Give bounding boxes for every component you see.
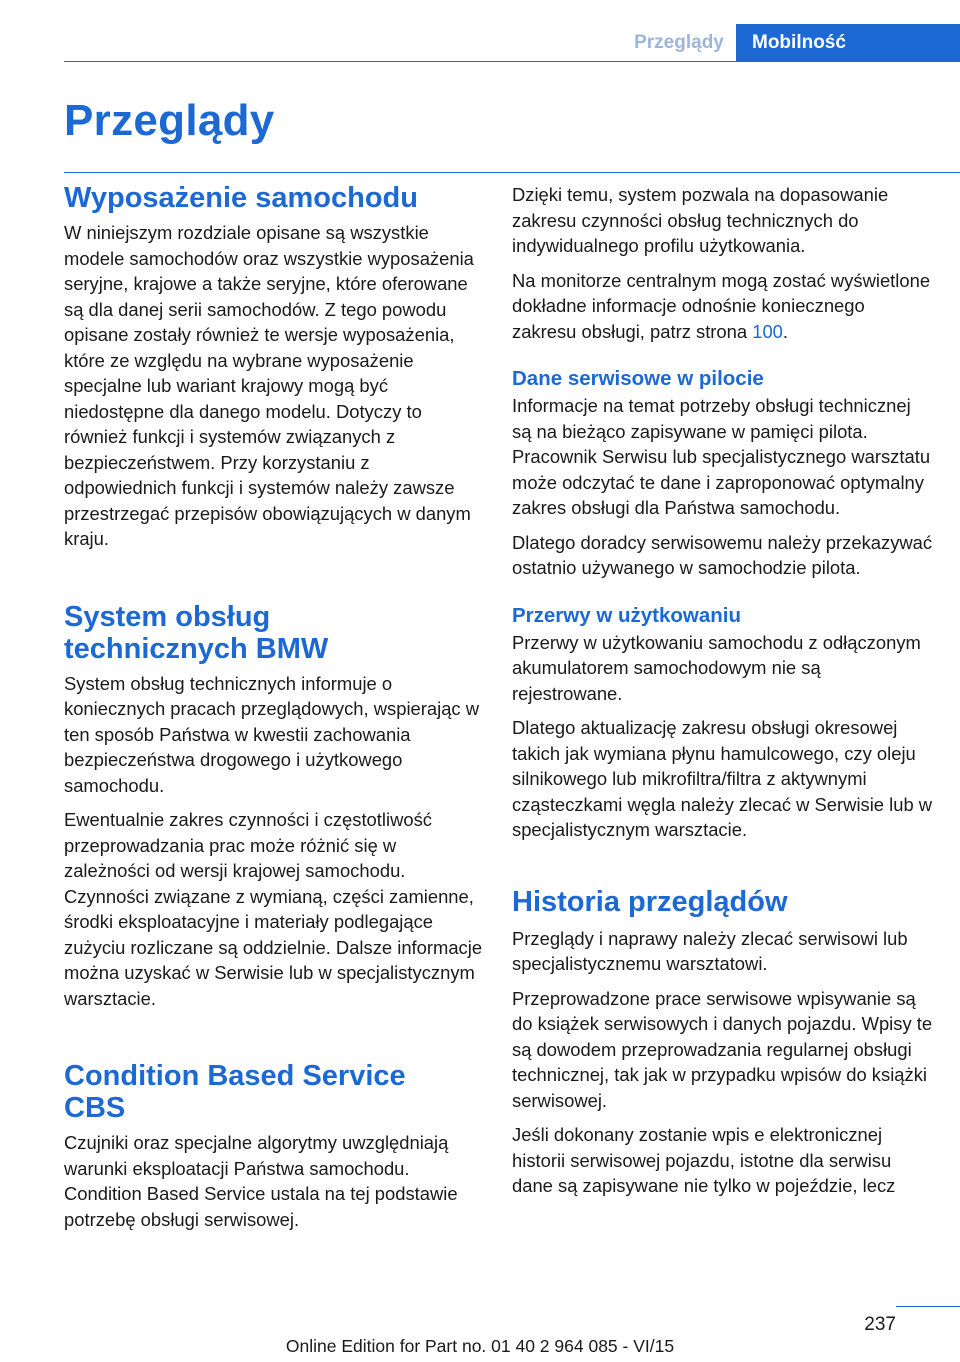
section-heading-cbs — [64, 1060, 486, 1124]
subsection-heading-key-data: Dane serwisowe w pilocie — [512, 367, 764, 390]
paragraph: W niniejszym rozdziale opisane są wszystkie modele samochodów oraz wszystkie wyposażenia seryjne, krajowe a także seryjne, które oferowane są dla danej serii samochodów. Z tego powodu opisane zostały również te wersje wyposażenia, które ze względu na wybrane wyposażenie specjalne lub wariant krajowy mogą być niedostępne dla danego modelu. Dotyczy to również funkcji i systemów związanych z bezpieczeństwem. Przy korzystaniu z odpowiednich funkcji i systemów należy zawsze przestrzegać przepisów obowiązujących w danym kraju. — [64, 222, 474, 549]
paragraph: Dlatego aktualizację zakresu obsługi okresowej takich jak wymiana płynu hamulcowego, czy oleju silnikowego lub mikrofiltra/filtra z aktywnymi cząsteczkami węgla należy zlecać w Serwisie lub w specjalistycznym warsztacie. — [512, 717, 933, 840]
paragraph: Przerwy w użytkowaniu samochodu z odłączonym akumulatorem samochodowym nie są rejestrowane. — [512, 631, 921, 704]
paragraph: Jeśli dokonany zostanie wpis e elektronicznej historii serwisowej pojazdu, istotne dla serwisu dane są zapisywane nie tylko w pojeździe, lecz — [512, 1124, 896, 1196]
paragraph: Dzięki temu, system pozwala na dopasowanie zakresu czynności obsług technicznych do indywidualnego profilu użytkowania. — [512, 184, 889, 256]
section-heading-history: Historia przeglądów — [512, 885, 788, 918]
paragraph: Przeprowadzone prace serwisowe wpisywanie są do książek serwisowych i danych pojazdu. Wpisy te są dowodem przeprowadzania regularnej obsługi technicznej, tak jak w przypadku wpisów do książki serwisowej. — [512, 987, 933, 1111]
paragraph: System obsług technicznych informuje o koniecznych pracach przeglądowych, wspierając w ten sposób Państwa w kwestii zachowania bezpieczeństwa drogowego i użytkowego samochodu. — [64, 672, 480, 796]
footer-rule — [896, 1306, 960, 1307]
section-heading-service-system — [64, 601, 486, 665]
paragraph: Przeglądy i naprawy należy zlecać serwisowi lub specjalistycznemu warsztatowi. — [512, 927, 908, 974]
right-column — [512, 182, 934, 1208]
paragraph-end: . — [782, 320, 789, 342]
page-link[interactable]: 100 — [752, 320, 783, 342]
paragraph: Ewentualnie zakres czynności i częstotliwość przeprowadzania prac może różnić się w zależności od wersji krajowej samochodu. Czynności związane z wymianą, części zamienne, środki eksploatacyjne i materiały podlegające zużyciu rozliczane są oddzielnie. Dalsze informacje można uzyskać w Serwisie lub w specjalistycznym warsztacie. — [64, 809, 483, 1009]
heading-line: System obsług — [64, 600, 271, 633]
footer-edition: Online Edition for Part no. 01 40 2 964 085 - VI/15 — [285, 1336, 675, 1356]
subsection-heading-breaks: Przerwy w użytkowaniu — [512, 603, 741, 627]
page-title: Przeglądy — [64, 96, 275, 145]
title-rule — [64, 172, 960, 173]
header-tab-section[interactable]: Przeglądy — [634, 32, 724, 53]
header-tab-chapter[interactable]: Mobilność — [736, 24, 960, 62]
paragraph: Dlatego doradcy serwisowemu należy przekazywać ostatnio używanego w samochodzie pilota. — [512, 531, 933, 578]
heading-line: CBS — [64, 1092, 126, 1124]
paragraph: Informacje na temat potrzeby obsługi technicznej są na bieżąco zapisywane w pamięci pilota. Pracownik Serwisu lub specjalistycznego warsztatu może odczytać te dane i zaproponować optymalny zakres obsługi dla Państwa samochodu. — [512, 395, 931, 518]
heading-line: technicznych BMW — [64, 632, 329, 665]
left-column — [64, 182, 486, 1241]
section-heading-equipment: Wyposażenie samochodu — [64, 182, 418, 214]
heading-line: Condition Based Service — [64, 1060, 406, 1092]
paragraph-text: Na monitorze centralnym mogą zostać wyświetlone dokładne informacje odnośnie koniecznego zakresu obsługi, patrz strona — [512, 269, 931, 342]
page-number: 237 — [864, 1314, 896, 1335]
paragraph — [512, 268, 934, 345]
paragraph: Czujniki oraz specjalne algorytmy uwzględniają warunki eksploatacji Państwa samochodu. Condition Based Service ustala na tej podstawie potrzebę obsługi serwisowej. — [64, 1132, 458, 1230]
